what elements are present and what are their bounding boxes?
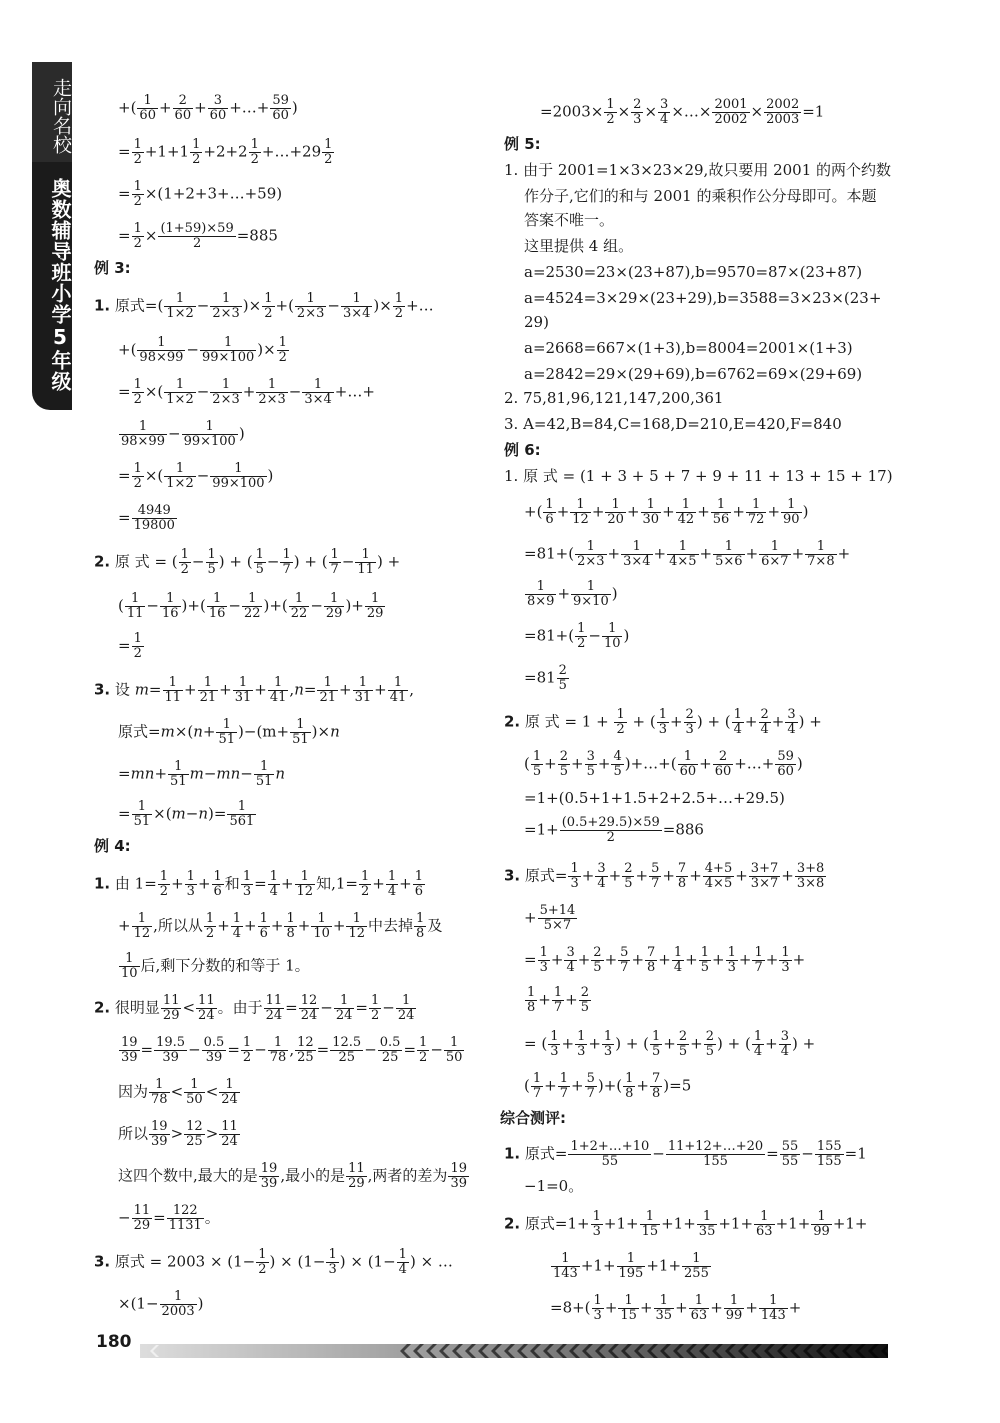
section-heading: 综合测评: [500, 1109, 566, 1127]
math-line: = $\frac{1}{2}$ [118, 631, 142, 661]
math-line: 1. 由 1= $\frac{1}{2}$ + $\frac{1}{3}$ + $\frac{1}{6}$ 和 $\frac{1}{3}$ = $\frac{1}{4}$ + $\frac{1}{12}$ 知,1= $\frac{1}{2}$ + $\frac{1}{4}$ + $\frac{1}{6}$ [94, 869, 423, 899]
math-line: 原式=m×(n+ $\frac{1}{51}$ )−(m+ $\frac{1}{51}$ )×n [118, 717, 340, 747]
math-line: +( $\frac{1}{60}$ + $\frac{2}{60}$ + $\frac{3}{60}$ +…+ $\frac{59}{60}$ ) [118, 93, 298, 123]
math-line: 3. 设 m= $\frac{1}{11}$ + $\frac{1}{21}$ + $\frac{1}{31}$ + $\frac{1}{41}$ ,n= $\frac{1}{21}$ + $\frac{1}{31}$ + $\frac{1}{41}$ , [94, 675, 415, 705]
math-line: 这四个数中,最大的是 $\frac{19}{39}$ ,最小的是 $\frac{11}{29}$ ,两者的差为 $\frac{19}{39}$ [118, 1161, 467, 1191]
math-line: ( $\frac{1}{11}$ − $\frac{1}{16}$ )+( $\frac{1}{16}$ − $\frac{1}{22}$ )+( $\frac{1}{22}$ − $\frac{1}{29}$ )+ $\frac{1}{29}$ [118, 591, 384, 621]
text-line: a=2842=29×(29+69),b=6762=69×(29+69) [524, 365, 863, 383]
text-line: a=2530=23×(23+87),b=9570=87×(23+87) [524, 263, 863, 281]
math-line: =81+( $\frac{1}{2}$ − $\frac{1}{10}$ ) [524, 621, 630, 651]
math-line: $\frac{19}{39}$ = $\frac{19.5}{39}$ − $\frac{0.5}{39}$ = $\frac{1}{2}$ − $\frac{1}{78}$ , $\frac{12}{25}$ = $\frac{12.5}{25}$ − $\frac{0.5}{25}$ = $\frac{1}{2}$ − $\frac{1}{50}$ [121, 1035, 463, 1065]
math-line: = ( $\frac{1}{3}$ + $\frac{1}{3}$ + $\frac{1}{3}$ ) + ( $\frac{1}{5}$ + $\frac{2}{5}$ + $\frac{2}{5}$ ) + ( $\frac{1}{4}$ + $\frac{3}{4}$ ) + [524, 1029, 816, 1059]
math-line: $\frac{1}{143}$ +1+ $\frac{1}{195}$ +1+ $\frac{1}{255}$ [553, 1251, 709, 1281]
math-line: = $\frac{1}{2}$ ×(1+2+3+…+59) [118, 179, 283, 209]
math-line: $\frac{1}{10}$ 后,剩下分数的和等于 1。 [121, 951, 310, 981]
math-line: ( $\frac{1}{7}$ + $\frac{1}{7}$ + $\frac{5}{7}$ )+( $\frac{1}{8}$ + $\frac{7}{8}$ )=5 [524, 1071, 692, 1101]
side-tab [32, 62, 72, 410]
text-line: 3. A=42,B=84,C=168,D=210,E=420,F=840 [504, 415, 842, 433]
footer-decoration [140, 1342, 888, 1360]
book-title: 奥数辅导班小学5年级 [48, 178, 72, 392]
example-heading: 例 6: [504, 441, 541, 459]
series-title: 走向名校 [32, 62, 72, 162]
math-line: =81+( $\frac{1}{2\times 3}$ + $\frac{1}{3\times 4}$ + $\frac{1}{4\times 5}$ + $\frac{1}{5\times 6}$ + $\frac{1}{6\times 7}$ + $\frac{1}{7\times 8}$ + [524, 539, 851, 569]
math-line: = $\frac{1}{51}$ ×(m−n)= $\frac{1}{561}$ [118, 799, 255, 829]
math-line: ( $\frac{1}{5}$ + $\frac{2}{5}$ + $\frac{3}{5}$ + $\frac{4}{5}$ )+…+( $\frac{1}{60}$ + $\frac{2}{60}$ +…+ $\frac{59}{60}$ ) [524, 749, 803, 779]
math-line: 2. 原式=1+ $\frac{1}{3}$ +1+ $\frac{1}{15}$ +1+ $\frac{1}{35}$ +1+ $\frac{1}{63}$ +1+ $\frac{1}{99}$ +1+ [504, 1209, 868, 1239]
text-line: 答案不唯一。 [524, 211, 615, 229]
example-heading: 例 5: [504, 135, 541, 153]
math-line: =1+ $\frac{(0.5+29.5)\times 59}{2}$ =886 [524, 815, 704, 845]
math-line: = $\frac{1}{2}$ ×( $\frac{1}{1\times 2}$ − $\frac{1}{99\times 100}$ ) [118, 461, 274, 491]
text-line: 2. 75,81,96,121,147,200,361 [504, 389, 724, 407]
math-line: $\frac{1}{98\times 99}$ − $\frac{1}{99\times 100}$ ) [121, 419, 245, 449]
math-line: 所以 $\frac{19}{39}$ > $\frac{12}{25}$ > $\frac{11}{24}$ [118, 1119, 238, 1149]
math-line: 1. 原式=( $\frac{1}{1\times 2}$ − $\frac{1}{2\times 3}$ )× $\frac{1}{2}$ +( $\frac{1}{2\times 3}$ − $\frac{1}{3\times 4}$ )× $\frac{1}{2}$ +… [94, 291, 434, 321]
example-heading: 例 4: [94, 837, 131, 855]
math-line: 3. 原式= $\frac{1}{3}$ + $\frac{3}{4}$ + $\frac{2}{5}$ + $\frac{5}{7}$ + $\frac{7}{8}$ + $\frac{4+5}{4\times 5}$ + $\frac{3+7}{3\times 7}$ + $\frac{3+8}{3\times 8}$ [504, 861, 825, 891]
math-line: = $\frac{1}{3}$ + $\frac{3}{4}$ + $\frac{2}{5}$ + $\frac{5}{7}$ + $\frac{7}{8}$ + $\frac{1}{4}$ + $\frac{1}{5}$ + $\frac{1}{3}$ + $\frac{1}{7}$ + $\frac{1}{3}$ + [524, 945, 806, 975]
page-number: 180 [96, 1332, 132, 1352]
math-line: = $\frac{4949}{19800}$ [118, 503, 175, 533]
text-line: 作分子,它们的和与 2001 的乘积作公分母即可。本题 [524, 187, 877, 205]
math-line: 2. 很明显 $\frac{11}{29}$ < $\frac{11}{24}$ 。由于 $\frac{11}{24}$ = $\frac{12}{24}$ − $\frac{1}{24}$ = $\frac{1}{2}$ − $\frac{1}{24}$ [94, 993, 415, 1023]
text-line: 1. 原 式 = (1 + 3 + 5 + 7 + 9 + 11 + 13 + 15 + 17) [504, 467, 893, 485]
math-line: =2003× $\frac{1}{2}$ × $\frac{2}{3}$ × $\frac{3}{4}$ ×…× $\frac{2001}{2002}$ × $\frac{2002}{2003}$ =1 [540, 97, 825, 127]
math-line: =mn+ $\frac{1}{51}$ m−mn− $\frac{1}{51}$ n [118, 759, 286, 789]
text-line: a=2668=667×(1+3),b=8004=2001×(1+3) [524, 339, 853, 357]
math-line: 因为 $\frac{1}{78}$ < $\frac{1}{50}$ < $\frac{1}{24}$ [118, 1077, 238, 1107]
math-line: = $\frac{1}{2}$ ×( $\frac{1}{1\times 2}$ − $\frac{1}{2\times 3}$ + $\frac{1}{2\times 3}$ − $\frac{1}{3\times 4}$ +…+ [118, 377, 375, 407]
math-line: =8+( $\frac{1}{3}$ + $\frac{1}{15}$ + $\frac{1}{35}$ + $\frac{1}{63}$ + $\frac{1}{99}$ + $\frac{1}{143}$ + [550, 1293, 802, 1323]
text-line: 这里提供 4 组。 [524, 237, 634, 255]
math-line: ×(1− $\frac{1}{2003}$ ) [118, 1289, 204, 1319]
text-line: a=4524=3×29×(23+29),b=3588=3×23×(23+ [524, 289, 882, 307]
math-line: 2. 原 式 = ( $\frac{1}{2}$ − $\frac{1}{5}$ ) + ( $\frac{1}{5}$ − $\frac{1}{7}$ ) + ( $\frac{1}{7}$ − $\frac{1}{11}$ ) + [94, 547, 401, 577]
text-line: =1+(0.5+1+1.5+2+2.5+…+29.5) [524, 789, 785, 807]
text-line: 1. 由于 2001=1×3×23×29,故只要用 2001 的两个约数 [504, 161, 892, 179]
math-line: − $\frac{11}{29}$ = $\frac{122}{1131}$ 。 [118, 1203, 220, 1233]
math-line: =81 $\frac{2}{5}$ [524, 663, 567, 693]
math-line: 1. 原式= $\frac{1+2+\dots+10}{55}$ − $\frac{11+12+\dots+20}{155}$ = $\frac{55}{55}$ − $\frac{155}{155}$ =1 [504, 1139, 867, 1169]
math-line: + $\frac{1}{12}$ ,所以从 $\frac{1}{2}$ + $\frac{1}{4}$ + $\frac{1}{6}$ + $\frac{1}{8}$ + $\frac{1}{10}$ + $\frac{1}{12}$ 中去掉 $\frac{1}{8}$ 及 [118, 911, 443, 941]
math-line: +( $\frac{1}{98\times 99}$ − $\frac{1}{99\times 100}$ )× $\frac{1}{2}$ [118, 335, 287, 365]
text-line: 29) [524, 313, 549, 331]
math-line: $\frac{1}{8}$ + $\frac{1}{7}$ + $\frac{2}{5}$ [527, 985, 589, 1015]
text-line: −1=0。 [524, 1177, 584, 1195]
math-line: = $\frac{1}{2}$ +1+1 $\frac{1}{2}$ +2+2 $\frac{1}{2}$ +…+29 $\frac{1}{2}$ [118, 137, 333, 167]
math-line: 2. 原 式 = 1 + $\frac{1}{2}$ + ( $\frac{1}{3}$ + $\frac{2}{3}$ ) + ( $\frac{1}{4}$ + $\frac{2}{4}$ + $\frac{3}{4}$ ) + [504, 707, 822, 737]
math-line: = $\frac{1}{2}$ × $\frac{(1+59)\times 59}{2}$ =885 [118, 221, 278, 251]
example-heading: 例 3: [94, 259, 131, 277]
math-line: 3. 原式 = 2003 × (1− $\frac{1}{2}$ ) × (1− $\frac{1}{3}$ ) × (1− $\frac{1}{4}$ ) × … [94, 1247, 453, 1277]
math-line: + $\frac{5+14}{5\times 7}$ [524, 903, 576, 933]
math-line: $\frac{1}{8\times 9}$ + $\frac{1}{9\times 10}$ ) [527, 579, 618, 609]
math-line: +( $\frac{1}{6}$ + $\frac{1}{12}$ + $\frac{1}{20}$ + $\frac{1}{30}$ + $\frac{1}{42}$ + $\frac{1}{56}$ + $\frac{1}{72}$ + $\frac{1}{90}$ ) [524, 497, 809, 527]
